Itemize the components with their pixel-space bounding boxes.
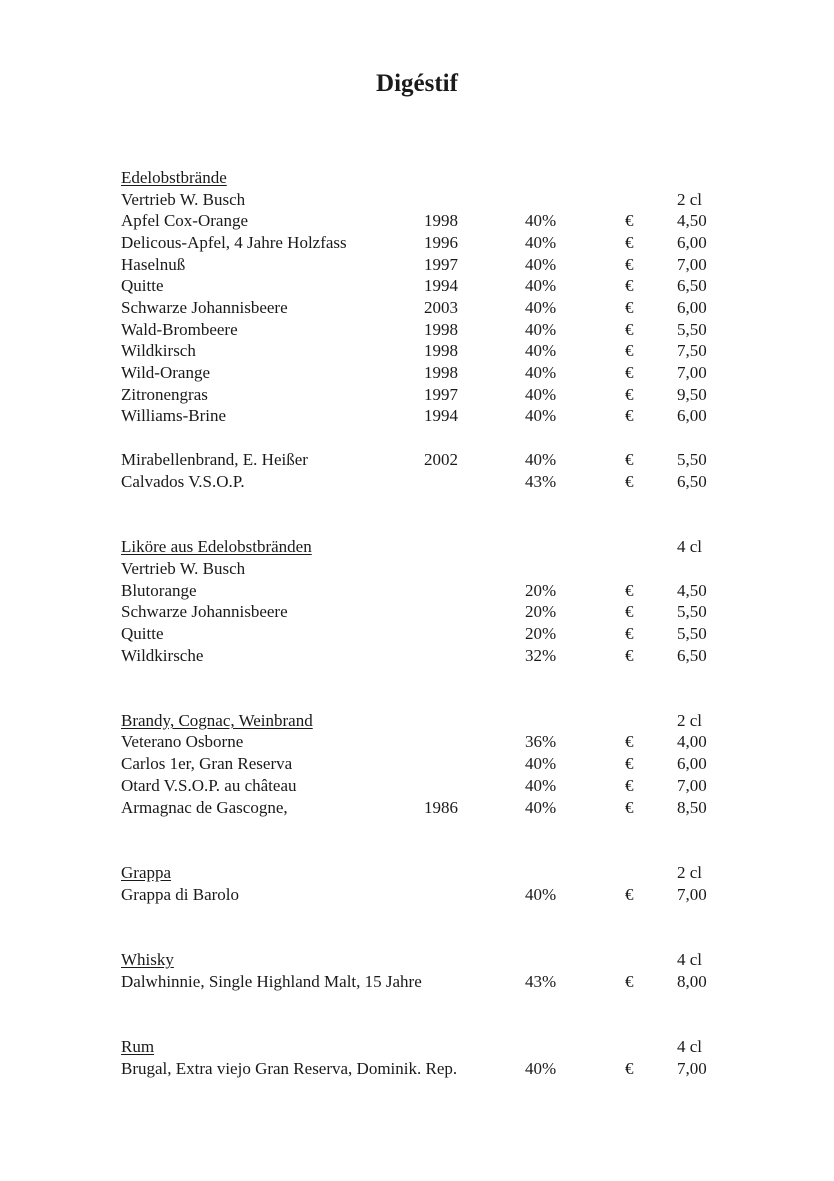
item-name: Wild-Orange (121, 363, 211, 382)
menu-item (0, 753, 834, 774)
item-price: 7,50 (677, 341, 707, 360)
item-alcohol: 40% (525, 450, 557, 469)
item-name: Mirabellenbrand, E. Heißer (121, 450, 308, 469)
item-name: Zitronengras (121, 385, 208, 404)
item-price: 6,00 (677, 298, 707, 317)
item-currency: € (625, 298, 634, 317)
item-price: 6,00 (677, 406, 707, 425)
item-name: Williams-Brine (121, 406, 227, 425)
menu-item (0, 645, 834, 666)
item-currency: € (625, 363, 634, 382)
item-year: 1998 (424, 320, 458, 339)
item-currency: € (625, 885, 634, 904)
section-heading: Rum (121, 1037, 155, 1056)
item-year: 2002 (424, 450, 458, 469)
section-measure: 2 cl (677, 711, 703, 730)
section-heading-row (0, 710, 834, 731)
item-currency: € (625, 732, 634, 751)
item-alcohol: 40% (525, 798, 557, 817)
menu-item (0, 601, 834, 622)
item-price: 7,00 (677, 885, 707, 904)
item-price: 6,00 (677, 754, 707, 773)
item-name: Carlos 1er, Gran Reserva (121, 754, 293, 773)
item-year: 2003 (424, 298, 458, 317)
item-price: 7,00 (677, 776, 707, 795)
menu-item (0, 449, 834, 470)
item-alcohol: 32% (525, 646, 557, 665)
item-name: Grappa di Barolo (121, 885, 240, 904)
item-alcohol: 40% (525, 211, 557, 230)
item-alcohol: 20% (525, 602, 557, 621)
menu-item (0, 340, 834, 361)
item-alcohol: 43% (525, 972, 557, 991)
item-price: 4,00 (677, 732, 707, 751)
section-measure: 4 cl (677, 537, 703, 556)
menu-item (0, 558, 834, 579)
item-alcohol: 40% (525, 363, 557, 382)
item-alcohol: 40% (525, 1059, 557, 1078)
item-price: 7,00 (677, 1059, 707, 1078)
item-price: 5,50 (677, 450, 707, 469)
item-name: Vertrieb W. Busch (121, 559, 246, 578)
item-price: 9,50 (677, 385, 707, 404)
item-currency: € (625, 211, 634, 230)
item-name: Calvados V.S.O.P. (121, 472, 245, 491)
item-alcohol: 40% (525, 276, 557, 295)
item-price: 8,50 (677, 798, 707, 817)
item-currency: € (625, 472, 634, 491)
item-currency: € (625, 624, 634, 643)
item-alcohol: 40% (525, 341, 557, 360)
section-heading-row (0, 1036, 834, 1057)
item-year: 1998 (424, 341, 458, 360)
item-alcohol: 43% (525, 472, 557, 491)
section-heading-row (0, 949, 834, 970)
item-year: 1994 (424, 406, 458, 425)
item-alcohol: 40% (525, 255, 557, 274)
item-name: Blutorange (121, 581, 197, 600)
menu-item (0, 405, 834, 426)
item-price: 4,50 (677, 581, 707, 600)
item-name: Delicous-Apfel, 4 Jahre Holzfass (121, 233, 347, 252)
menu-item (0, 319, 834, 340)
item-price: 6,50 (677, 472, 707, 491)
item-price: 4,50 (677, 211, 707, 230)
item-currency: € (625, 972, 634, 991)
item-name: Dalwhinnie, Single Highland Malt, 15 Jahre (121, 972, 422, 991)
item-year: 1997 (424, 255, 458, 274)
section-measure: 4 cl (677, 950, 703, 969)
item-name: Quitte (121, 276, 164, 295)
item-name: Armagnac de Gascogne, (121, 798, 288, 817)
item-price: 6,50 (677, 646, 707, 665)
menu-item (0, 1058, 834, 1079)
item-price: 2 cl (677, 190, 703, 209)
section-heading: Liköre aus Edelobstbränden (121, 537, 312, 556)
item-name: Quitte (121, 624, 164, 643)
menu-item (0, 362, 834, 383)
item-currency: € (625, 798, 634, 817)
item-year: 1998 (424, 211, 458, 230)
item-name: Schwarze Johannisbeere (121, 602, 288, 621)
section-heading-row (0, 167, 834, 188)
item-currency: € (625, 276, 634, 295)
item-alcohol: 20% (525, 581, 557, 600)
section-heading: Brandy, Cognac, Weinbrand (121, 711, 313, 730)
item-alcohol: 40% (525, 754, 557, 773)
item-alcohol: 40% (525, 385, 557, 404)
section-measure: 4 cl (677, 1037, 703, 1056)
menu-item (0, 580, 834, 601)
item-currency: € (625, 406, 634, 425)
menu-item (0, 775, 834, 796)
item-price: 5,50 (677, 602, 707, 621)
menu-item (0, 731, 834, 752)
item-currency: € (625, 776, 634, 795)
page-title: Digéstif (376, 70, 458, 97)
item-currency: € (625, 385, 634, 404)
item-price: 7,00 (677, 363, 707, 382)
item-name: Wald-Brombeere (121, 320, 238, 339)
item-currency: € (625, 320, 634, 339)
item-name: Apfel Cox-Orange (121, 211, 248, 230)
section-heading: Whisky (121, 950, 174, 969)
item-name: Vertrieb W. Busch (121, 190, 246, 209)
item-year: 1997 (424, 385, 458, 404)
item-currency: € (625, 233, 634, 252)
menu-item (0, 210, 834, 231)
item-name: Wildkirsch (121, 341, 196, 360)
section-heading-row (0, 862, 834, 883)
item-name: Otard V.S.O.P. au château (121, 776, 297, 795)
section-heading-row (0, 536, 834, 557)
item-alcohol: 20% (525, 624, 557, 643)
item-currency: € (625, 341, 634, 360)
menu-item (0, 232, 834, 253)
item-year: 1994 (424, 276, 458, 295)
item-year: 1996 (424, 233, 458, 252)
menu-item (0, 384, 834, 405)
item-price: 5,50 (677, 320, 707, 339)
item-name: Veterano Osborne (121, 732, 244, 751)
item-alcohol: 40% (525, 885, 557, 904)
item-price: 6,50 (677, 276, 707, 295)
item-alcohol: 40% (525, 406, 557, 425)
item-name: Haselnuß (121, 255, 186, 274)
item-alcohol: 40% (525, 233, 557, 252)
menu-item (0, 297, 834, 318)
section-heading: Edelobstbrände (121, 168, 227, 187)
item-alcohol: 40% (525, 776, 557, 795)
item-currency: € (625, 1059, 634, 1078)
menu-item (0, 971, 834, 992)
item-currency: € (625, 450, 634, 469)
menu-item (0, 189, 834, 210)
item-currency: € (625, 255, 634, 274)
item-name: Brugal, Extra viejo Gran Reserva, Dominik. Rep. (121, 1059, 458, 1078)
item-name: Wildkirsche (121, 646, 204, 665)
item-alcohol: 36% (525, 732, 557, 751)
item-alcohol: 40% (525, 298, 557, 317)
item-currency: € (625, 754, 634, 773)
menu-item (0, 254, 834, 275)
item-name: Schwarze Johannisbeere (121, 298, 288, 317)
item-price: 7,00 (677, 255, 707, 274)
menu-item (0, 623, 834, 644)
item-price: 5,50 (677, 624, 707, 643)
item-currency: € (625, 581, 634, 600)
menu-item (0, 471, 834, 492)
item-price: 8,00 (677, 972, 707, 991)
item-currency: € (625, 602, 634, 621)
section-heading: Grappa (121, 863, 172, 882)
item-alcohol: 40% (525, 320, 557, 339)
menu-item (0, 275, 834, 296)
section-measure: 2 cl (677, 863, 703, 882)
item-price: 6,00 (677, 233, 707, 252)
item-currency: € (625, 646, 634, 665)
menu-item (0, 884, 834, 905)
item-year: 1998 (424, 363, 458, 382)
menu-item (0, 797, 834, 818)
item-year: 1986 (424, 798, 458, 817)
